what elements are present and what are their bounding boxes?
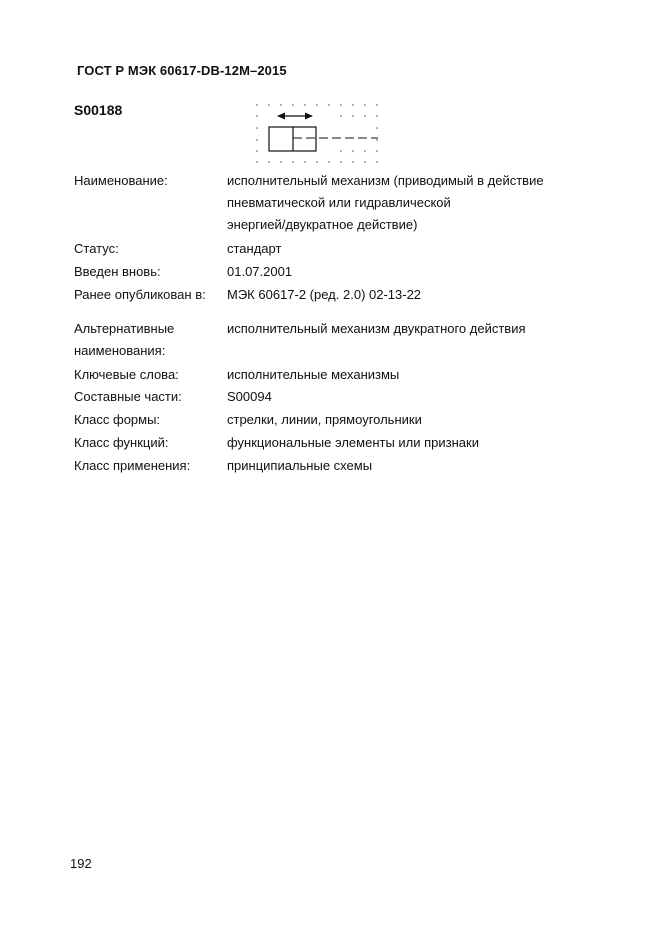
field-row-function-class bbox=[74, 432, 594, 454]
field-label bbox=[74, 364, 224, 386]
field-row-previously-published bbox=[74, 284, 594, 306]
field-value-line: стандарт bbox=[227, 241, 282, 256]
field-row-name bbox=[74, 170, 594, 236]
field-value-line: функциональные элементы или признаки bbox=[227, 435, 479, 450]
field-value bbox=[227, 284, 597, 306]
double-arrow-icon bbox=[277, 113, 313, 120]
field-value bbox=[227, 432, 597, 454]
field-label bbox=[74, 318, 224, 362]
field-value-line: исполнительный механизм (приводимый в действие bbox=[227, 173, 544, 188]
field-value-line: принципиальные схемы bbox=[227, 458, 373, 473]
field-value bbox=[227, 261, 597, 283]
field-value-line: энергией/двукратное действие) bbox=[227, 217, 418, 232]
page-number: 192 bbox=[70, 856, 92, 871]
field-row-keywords bbox=[74, 364, 594, 386]
field-label-line: Ключевые слова: bbox=[74, 367, 179, 382]
field-value-line: пневматической или гидравлической bbox=[227, 195, 451, 210]
field-value-line: исполнительные механизмы bbox=[227, 367, 400, 382]
field-value-line: 01.07.2001 bbox=[227, 264, 293, 279]
field-label-line: Составные части: bbox=[74, 389, 182, 404]
field-value bbox=[227, 455, 597, 477]
field-label-line: Альтернативные bbox=[74, 321, 175, 336]
field-row-components bbox=[74, 386, 594, 408]
field-value bbox=[227, 364, 597, 386]
field-row-introduced bbox=[74, 261, 594, 283]
field-value bbox=[227, 409, 597, 431]
field-value-line: стрелки, линии, прямоугольники bbox=[227, 412, 422, 427]
field-label bbox=[74, 432, 224, 454]
field-value bbox=[227, 318, 597, 340]
field-value-line: исполнительный механизм двукратного действия bbox=[227, 321, 526, 336]
field-label-line: Ранее опубликован в: bbox=[74, 287, 206, 302]
field-label-line: Класс функций: bbox=[74, 435, 169, 450]
field-label-line: Класс применения: bbox=[74, 458, 191, 473]
field-row-shape-class bbox=[74, 409, 594, 431]
field-label bbox=[74, 386, 224, 408]
dot-grid bbox=[256, 104, 378, 163]
field-row-application-class bbox=[74, 455, 594, 477]
field-value-line: S00094 bbox=[227, 389, 272, 404]
field-label bbox=[74, 261, 224, 283]
actuator-symbol-diagram bbox=[252, 100, 382, 166]
field-row-alternative-names bbox=[74, 318, 594, 362]
document-header: ГОСТ Р МЭК 60617-DB-12M–2015 bbox=[77, 63, 287, 78]
field-value-line: МЭК 60617-2 (ред. 2.0) 02-13-22 bbox=[227, 287, 422, 302]
field-value bbox=[227, 238, 597, 260]
field-row-status bbox=[74, 238, 594, 260]
field-label bbox=[74, 284, 224, 306]
field-label bbox=[74, 455, 224, 477]
field-label-line: Введен вновь: bbox=[74, 264, 161, 279]
field-label-line: Наименование: bbox=[74, 173, 168, 188]
symbol-code: S00188 bbox=[74, 102, 123, 118]
field-value bbox=[227, 170, 597, 236]
field-value bbox=[227, 386, 597, 408]
field-label bbox=[74, 238, 224, 260]
field-label-line: Класс формы: bbox=[74, 412, 161, 427]
field-label-line: наименования: bbox=[74, 343, 166, 358]
field-label bbox=[74, 170, 224, 192]
field-label-line: Статус: bbox=[74, 241, 119, 256]
field-label bbox=[74, 409, 224, 431]
